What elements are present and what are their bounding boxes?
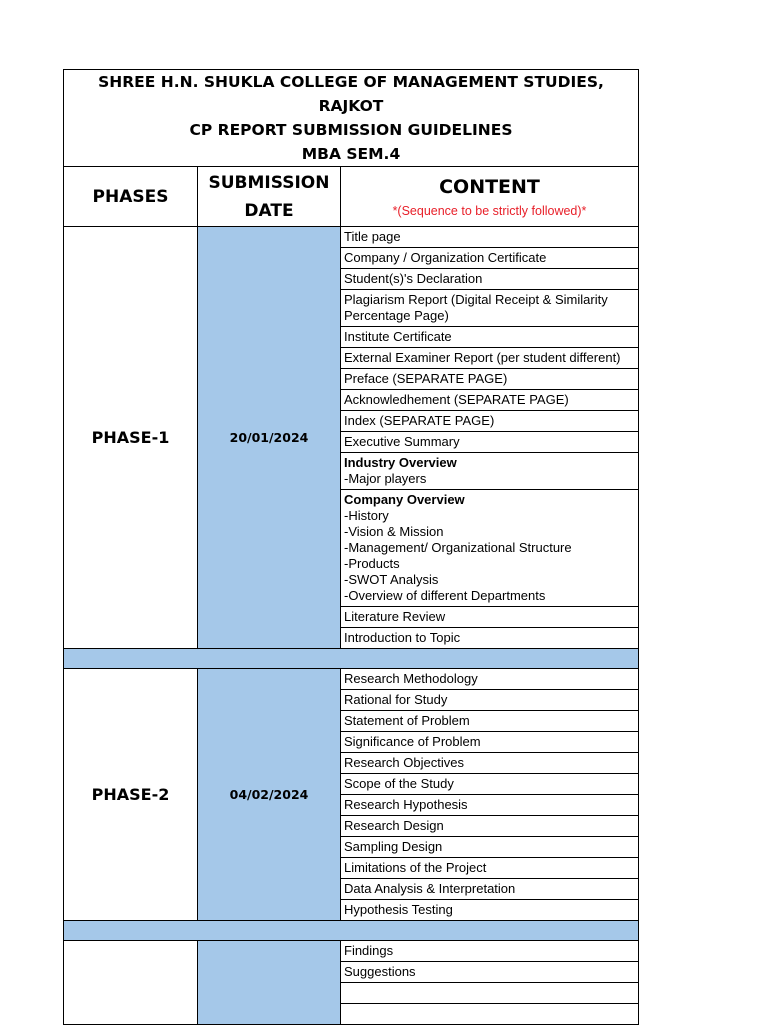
table-row (64, 941, 639, 962)
content-item: Statement of Problem (341, 711, 639, 732)
company-overview-line: -Vision & Mission (344, 524, 444, 539)
phase-separator (64, 649, 639, 669)
content-item: Scope of the Study (341, 774, 639, 795)
content-header-title: CONTENT (439, 175, 540, 198)
company-overview-line: -Products (344, 556, 400, 571)
content-item (341, 983, 639, 1004)
submission-header-line2: DATE (244, 200, 294, 221)
content-item: Index (SEPARATE PAGE) (341, 411, 639, 432)
content-item: Preface (SEPARATE PAGE) (341, 369, 639, 390)
content-item: External Examiner Report (per student different) (341, 348, 639, 369)
company-overview-heading: Company Overview (344, 492, 465, 507)
content-item: Introduction to Topic (341, 628, 639, 649)
document-title (64, 70, 639, 167)
college-name: SHREE H.N. SHUKLA COLLEGE OF MANAGEMENT STUDIES, RAJKOT (98, 73, 604, 115)
guidelines-title: CP REPORT SUBMISSION GUIDELINES (189, 121, 513, 139)
content-item: Company / Organization Certificate (341, 248, 639, 269)
separator-cell (64, 921, 639, 941)
company-overview-line: -Management/ Organizational Structure (344, 540, 572, 555)
submission-header-line1: SUBMISSION (208, 172, 330, 193)
phase-1-label: PHASE-1 (64, 227, 198, 649)
company-overview-item (341, 490, 639, 607)
phase-1-date: 20/01/2024 (198, 227, 341, 649)
content-item: Plagiarism Report (Digital Receipt & Similarity Percentage Page) (341, 290, 639, 327)
content-item: Research Methodology (341, 669, 639, 690)
industry-overview-heading: Industry Overview (344, 455, 457, 470)
content-header (341, 167, 639, 227)
content-item: Literature Review (341, 607, 639, 628)
table-row (64, 669, 639, 690)
sequence-note: *(Sequence to be strictly followed)* (392, 203, 587, 218)
content-item: Significance of Problem (341, 732, 639, 753)
content-item: Hypothesis Testing (341, 900, 639, 921)
phase-2-label: PHASE-2 (64, 669, 198, 921)
content-item: Student(s)'s Declaration (341, 269, 639, 290)
guidelines-sheet (63, 69, 638, 979)
industry-overview-line: -Major players (344, 471, 427, 486)
phase-3-date (198, 941, 341, 1025)
content-item: Institute Certificate (341, 327, 639, 348)
phase-separator (64, 921, 639, 941)
submission-date-header (198, 167, 341, 227)
content-item: Data Analysis & Interpretation (341, 879, 639, 900)
content-item: Title page (341, 227, 639, 248)
separator-cell (64, 649, 639, 669)
phase-3-label (64, 941, 198, 1025)
content-item (341, 1004, 639, 1025)
table-row (64, 227, 639, 248)
content-item: Sampling Design (341, 837, 639, 858)
content-item: Research Design (341, 816, 639, 837)
semester-label: MBA SEM.4 (301, 145, 401, 163)
company-overview-line: -Overview of different Departments (344, 588, 546, 603)
guidelines-table (63, 69, 639, 1025)
title-row (64, 70, 639, 167)
content-item: Findings (341, 941, 639, 962)
phase-2-date: 04/02/2024 (198, 669, 341, 921)
content-item: Rational for Study (341, 690, 639, 711)
content-item: Executive Summary (341, 432, 639, 453)
content-item: Research Objectives (341, 753, 639, 774)
column-header-row (64, 167, 639, 227)
content-item: Acknowledhement (SEPARATE PAGE) (341, 390, 639, 411)
company-overview-line: -History (344, 508, 389, 523)
industry-overview-item (341, 453, 639, 490)
phases-header: PHASES (64, 167, 198, 227)
content-item: Research Hypothesis (341, 795, 639, 816)
content-item: Limitations of the Project (341, 858, 639, 879)
company-overview-line: -SWOT Analysis (344, 572, 439, 587)
content-item: Suggestions (341, 962, 639, 983)
